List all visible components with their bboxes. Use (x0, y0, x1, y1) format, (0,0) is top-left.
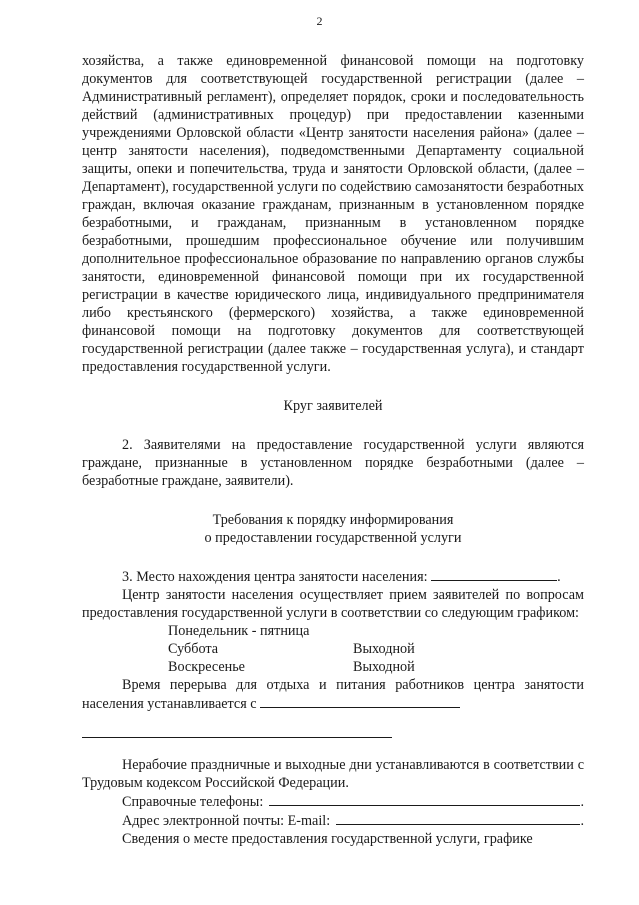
schedule-row (82, 640, 584, 658)
location-end: . (557, 569, 561, 585)
break-time-blank-line (260, 694, 460, 708)
schedule-hours: Выходной (353, 659, 415, 675)
page-number: 2 (316, 14, 323, 28)
section-heading-info-line2: о предоставлении государственной услуги (204, 530, 462, 546)
paragraph-holidays: Нерабочие праздничные и выходные дни устанавливаются в соответствии с Трудовым кодексом Российской Федерации. (82, 757, 584, 791)
document-body (82, 52, 584, 848)
paragraph-service-location: Сведения о месте предоставления государственной услуги, графике (122, 831, 533, 847)
phones-label: Справочные телефоны: (122, 794, 264, 810)
email-blank-line (336, 811, 580, 825)
phones-blank-line (269, 792, 580, 806)
section-heading-applicants: Круг заявителей (283, 398, 383, 414)
schedule-row (82, 658, 584, 676)
paragraph-regulation-scope: хозяйства, а также единовременной финансовой помощи на подготовку документов для соответствующей государственной регистрации (далее – Административный регламент), определяет порядок, сроки и последовательность действий (административных процедур) при предоставлении казенными учреждениями Орловской области «Центр занятости населения района» (далее – центр занятости населения), подведомственными Департаменту социальной защиты, опеки и попечительства, труда и занятости Орловской области, (далее – Департамент), государственной услуги по содействию самозанятости безработных граждан, включая оказание гражданам, признанным в установленном порядке безработными, и гражданам, признанным в установленном порядке безработными, прошедшим профессиональное обучение или получившим дополнительное профессиональное образование по направлению органов службы занятости, единовременной финансовой помощи при их государственной регистрации в качестве юридического лица, индивидуального предпринимателя либо крестьянского (фермерского) хозяйства, а также единовременной финансовой помощи на подготовку документов для соответствующей государственной регистрации (далее также – государственная услуга), и стандарт предоставления государственной услуги. (82, 53, 584, 375)
section-heading-info-line1: Требования к порядку информирования (212, 512, 454, 528)
paragraph-location (82, 567, 584, 586)
paragraph-break-time (82, 676, 584, 713)
location-blank-line (431, 567, 557, 581)
location-label: 3. Место нахождения центра занятости населения: (122, 569, 428, 585)
schedule-row (82, 622, 584, 640)
schedule-table (82, 622, 584, 676)
email-row: Адрес электронной почты: E-mail: . (122, 813, 584, 829)
phones-row: Справочные телефоны: . (122, 794, 584, 810)
schedule-day: Понедельник - пятница (168, 623, 310, 639)
paragraph-applicants: 2. Заявителями на предоставление государственной услуги являются граждане, признанные в установленном порядке безработными (далее – безработные граждане, заявители). (82, 437, 584, 489)
break-time-text: Время перерыва для отдыха и питания работников центра занятости населения устанавливается с (82, 677, 584, 712)
schedule-day: Суббота (168, 641, 219, 657)
paragraph-reception-schedule: Центр занятости населения осуществляет прием заявителей по вопросам предоставления государственной услуги в соответствии со следующим графиком: (82, 587, 584, 621)
schedule-hours: Выходной (353, 641, 415, 657)
email-label: Адрес электронной почты: E-mail: (122, 813, 331, 829)
schedule-day: Воскресенье (168, 659, 245, 675)
break-time-blank-line-2 (82, 723, 392, 738)
